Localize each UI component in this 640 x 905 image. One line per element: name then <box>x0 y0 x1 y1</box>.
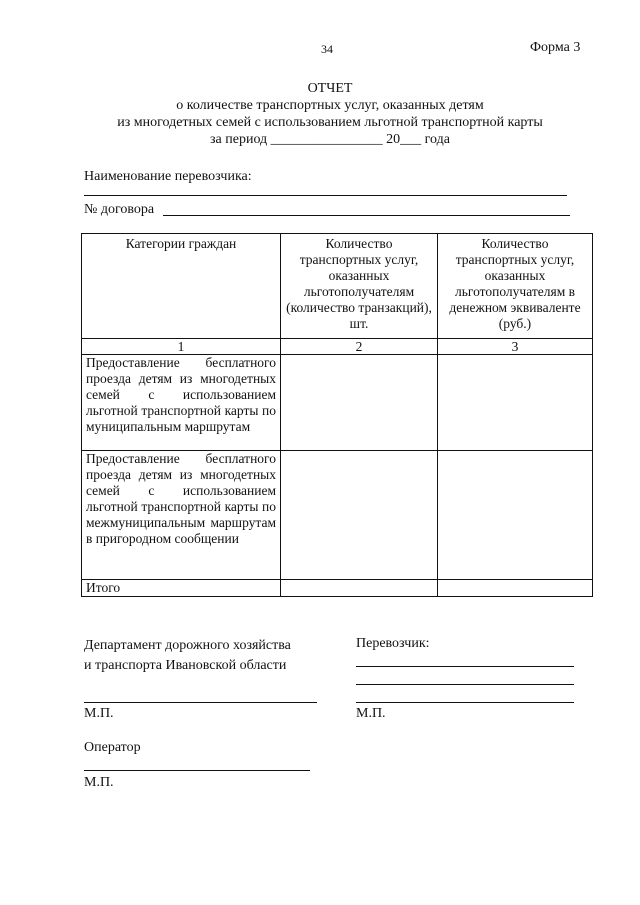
header-categories: Категории граждан <box>82 234 281 339</box>
title-line-3: из многодетных семей с использованием льготной транспортной карты <box>117 115 543 130</box>
stamp-right: М.П. <box>356 706 386 721</box>
carrier-name-line[interactable] <box>84 195 567 196</box>
table-row-total <box>82 580 593 597</box>
title-line-1: ОТЧЕТ <box>307 81 353 96</box>
stamp-operator: М.П. <box>84 775 114 790</box>
operator-label: Оператор <box>84 740 141 755</box>
department-block <box>84 636 291 676</box>
contract-line[interactable] <box>163 215 570 216</box>
row-2-count-cell[interactable] <box>281 451 438 580</box>
title-line-4: за период ________________ 20___ года <box>210 132 450 147</box>
stamp-left: М.П. <box>84 706 114 721</box>
carrier-signature-line-3[interactable] <box>356 702 574 703</box>
column-number-3: 3 <box>438 339 593 355</box>
carrier-signature-line-1[interactable] <box>356 666 574 667</box>
row-1-amount-cell[interactable] <box>438 355 593 451</box>
row-2-amount-cell[interactable] <box>438 451 593 580</box>
row-1-category: Предоставление бесплатного проезда детям из многодетных семей с использованием льготной транспортной карты по муниципальным маршрутам <box>82 355 281 451</box>
contract-label: № договора <box>84 202 155 217</box>
total-label: Итого <box>82 580 281 597</box>
column-number-2: 2 <box>281 339 438 355</box>
department-signature-line[interactable] <box>84 702 317 703</box>
form-label: Форма 3 <box>530 40 581 55</box>
total-amount-cell[interactable] <box>438 580 593 597</box>
header-transactions: Количество транспортных услуг, оказанных льготополучателям (количество транзакций), шт. <box>281 234 438 339</box>
header-amount: Количество транспортных услуг, оказанных льготополучателям в денежном эквиваленте (руб.) <box>438 234 593 339</box>
report-title <box>60 80 600 148</box>
report-table <box>81 233 593 597</box>
table-row <box>82 451 593 580</box>
carrier-signature-line-2[interactable] <box>356 684 574 685</box>
total-count-cell[interactable] <box>281 580 438 597</box>
row-2-category: Предоставление бесплатного проезда детям из многодетных семей с использованием льготной транспортной карты по межмуниципальным маршрутам в пригородном сообщении <box>82 451 281 580</box>
department-line-2: и транспорта Ивановской области <box>84 658 287 673</box>
operator-signature-line[interactable] <box>84 770 310 771</box>
column-number-1: 1 <box>82 339 281 355</box>
carrier-name-label: Наименование перевозчика: <box>84 169 252 184</box>
table-row <box>82 355 593 451</box>
title-line-2: о количестве транспортных услуг, оказанных детям <box>176 98 484 113</box>
page-number: 34 <box>321 42 333 56</box>
department-line-1: Департамент дорожного хозяйства <box>84 638 291 653</box>
table-header-row <box>82 234 593 339</box>
carrier-label: Перевозчик: <box>356 636 430 651</box>
column-numbers-row <box>82 339 593 355</box>
row-1-count-cell[interactable] <box>281 355 438 451</box>
